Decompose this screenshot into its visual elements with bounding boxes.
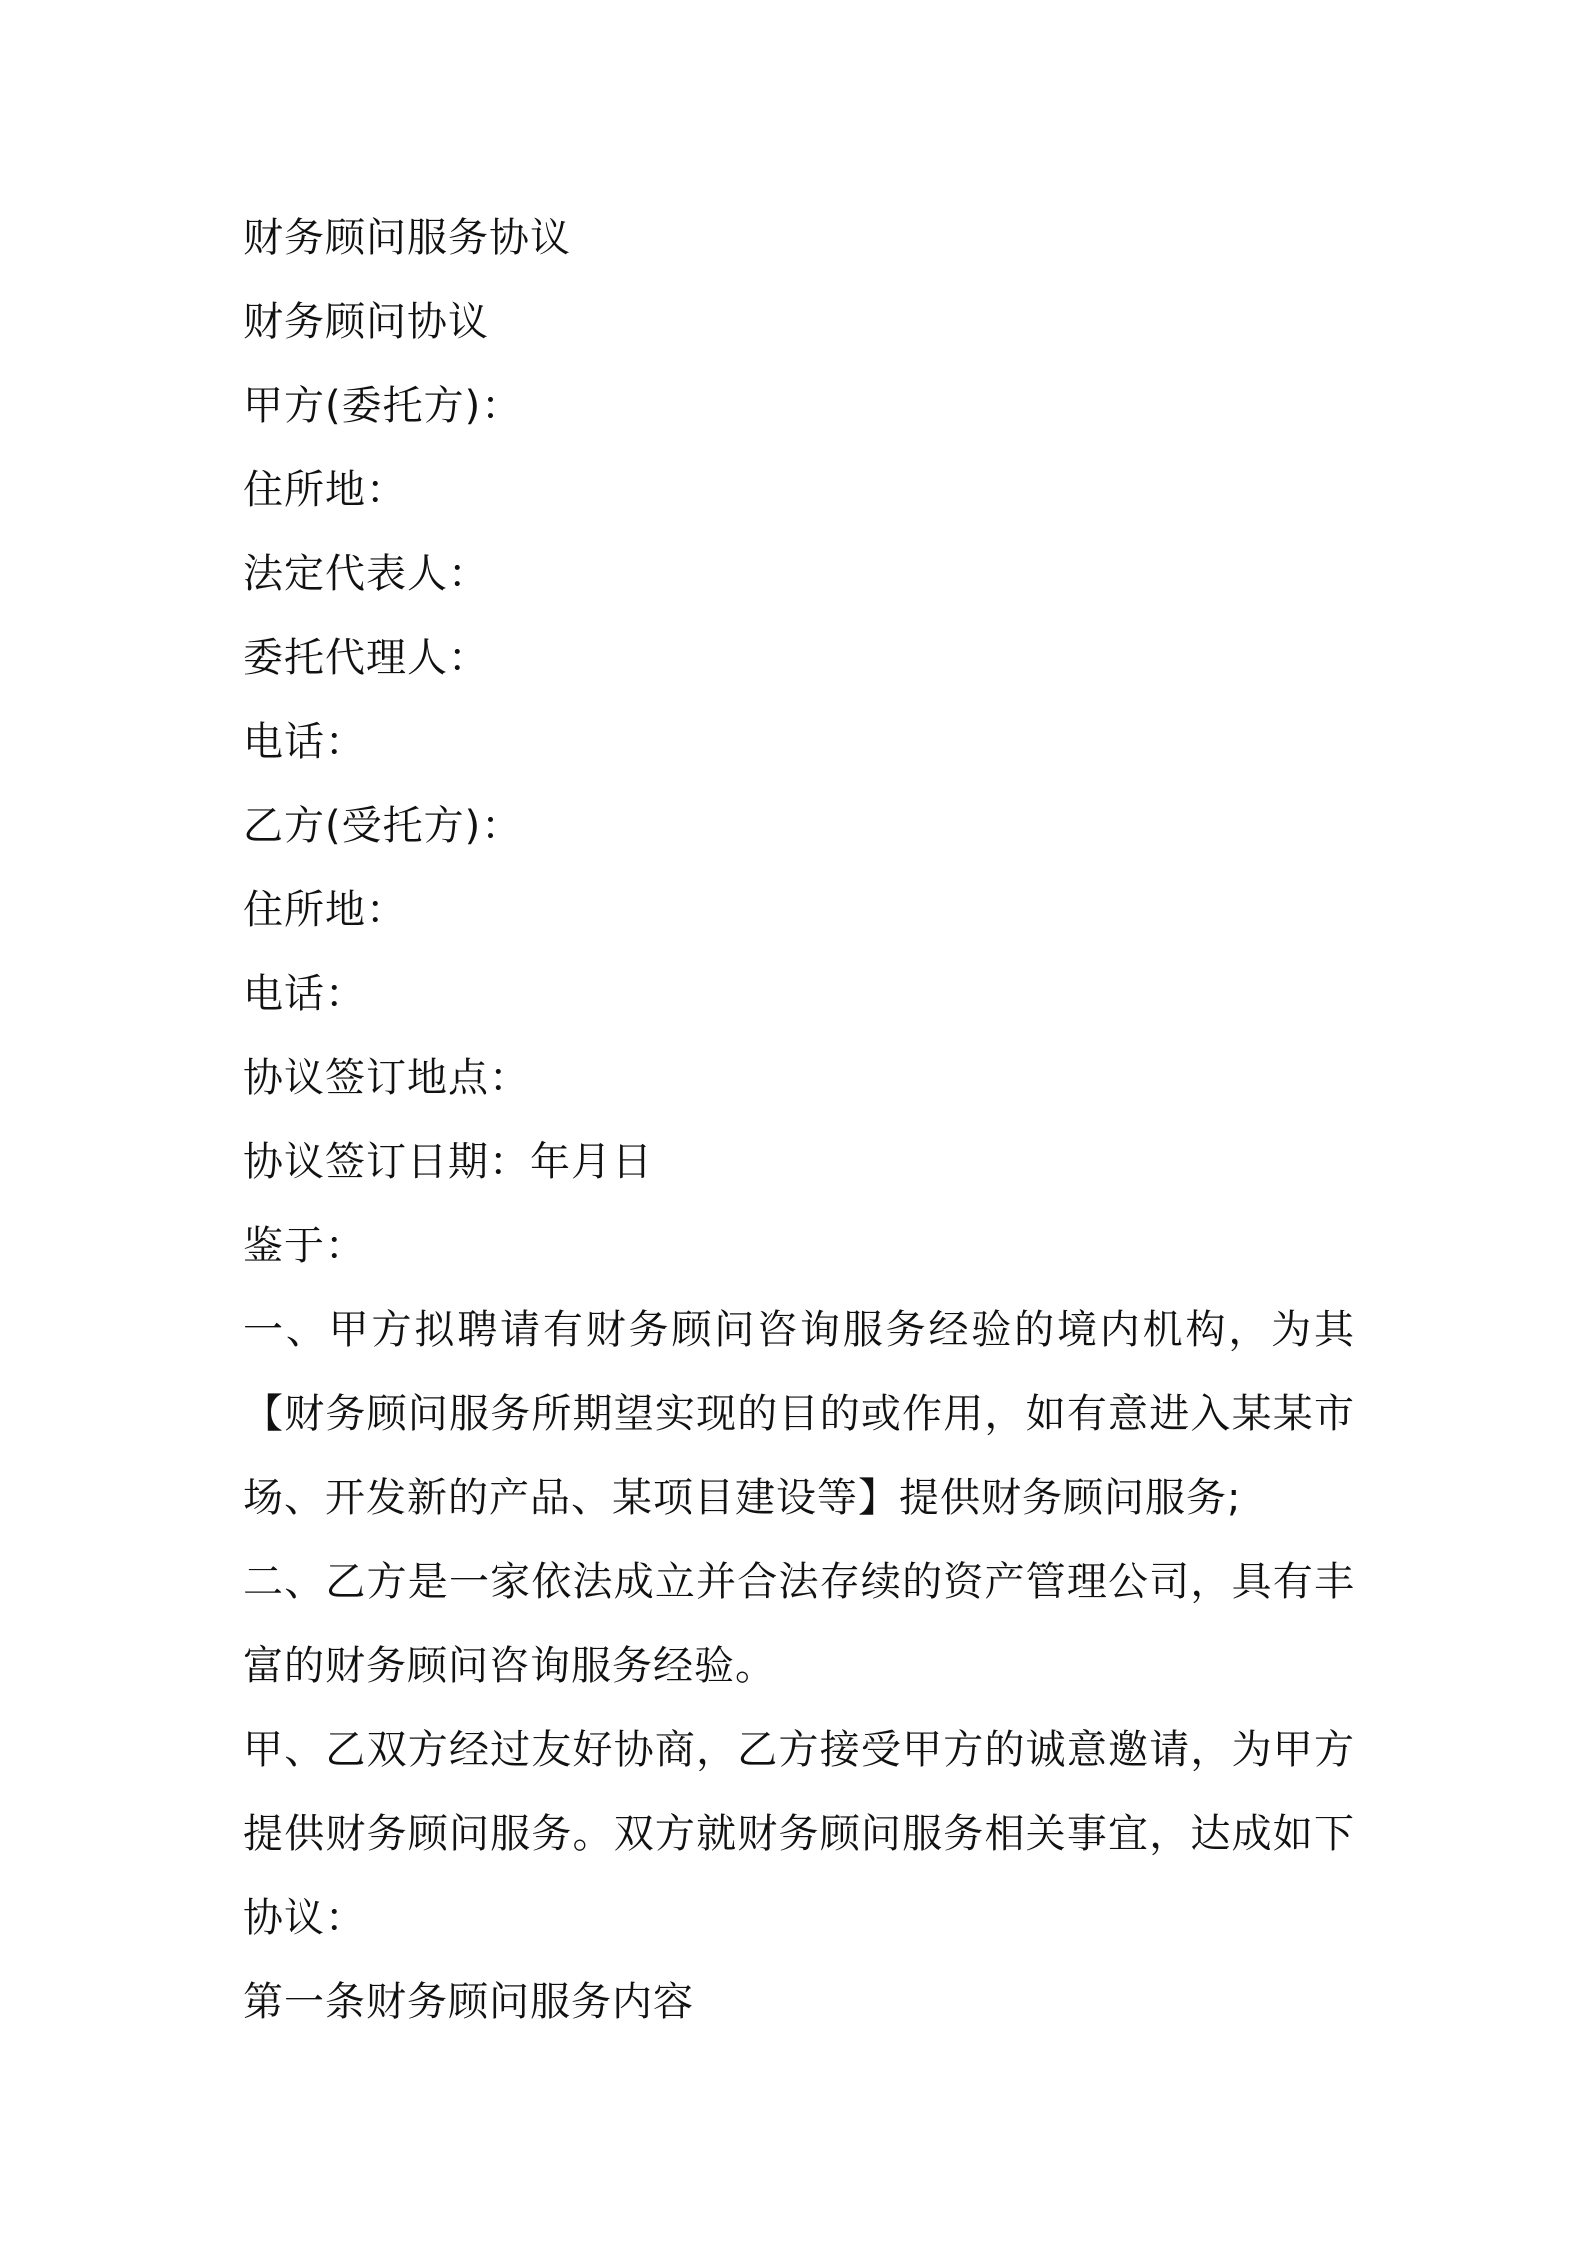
signing-place: 协议签订地点： <box>243 1055 530 1101</box>
clause-1-paragraph: 一、甲方拟聘请有财务顾问咨询服务经验的境内机构，为其【财务顾问服务所期望实现的目的或作用，如有意进入某某市场、开发新的产品、某项目建设等】提供财务顾问服务; <box>243 1307 1355 1521</box>
party-b-phone: 电话： <box>243 971 366 1017</box>
article-1-heading: 第一条财务顾问服务内容 <box>243 1979 694 2025</box>
agreement-intro-paragraph: 甲、乙双方经过友好协商，乙方接受甲方的诚意邀请，为甲方提供财务顾问服务。双方就财务顾问服务相关事宜，达成如下协议： <box>243 1727 1355 1941</box>
party-a-legal-rep: 法定代表人： <box>243 551 489 597</box>
party-b-address: 住所地： <box>243 887 407 933</box>
party-a-address: 住所地： <box>243 467 407 513</box>
party-a-label: 甲方(委托方)： <box>243 383 523 429</box>
document-subtitle: 财务顾问协议 <box>243 299 489 345</box>
document-body <box>243 196 1355 2044</box>
party-b-label: 乙方(受托方)： <box>243 803 523 849</box>
party-a-phone: 电话： <box>243 719 366 765</box>
party-a-agent: 委托代理人： <box>243 635 489 681</box>
whereas-heading: 鉴于： <box>243 1223 366 1269</box>
clause-2-paragraph: 二、乙方是一家依法成立并合法存续的资产管理公司，具有丰富的财务顾问咨询服务经验。 <box>243 1559 1355 1689</box>
signing-date: 协议签订日期：年月日 <box>243 1139 653 1185</box>
document-title: 财务顾问服务协议 <box>243 215 571 261</box>
